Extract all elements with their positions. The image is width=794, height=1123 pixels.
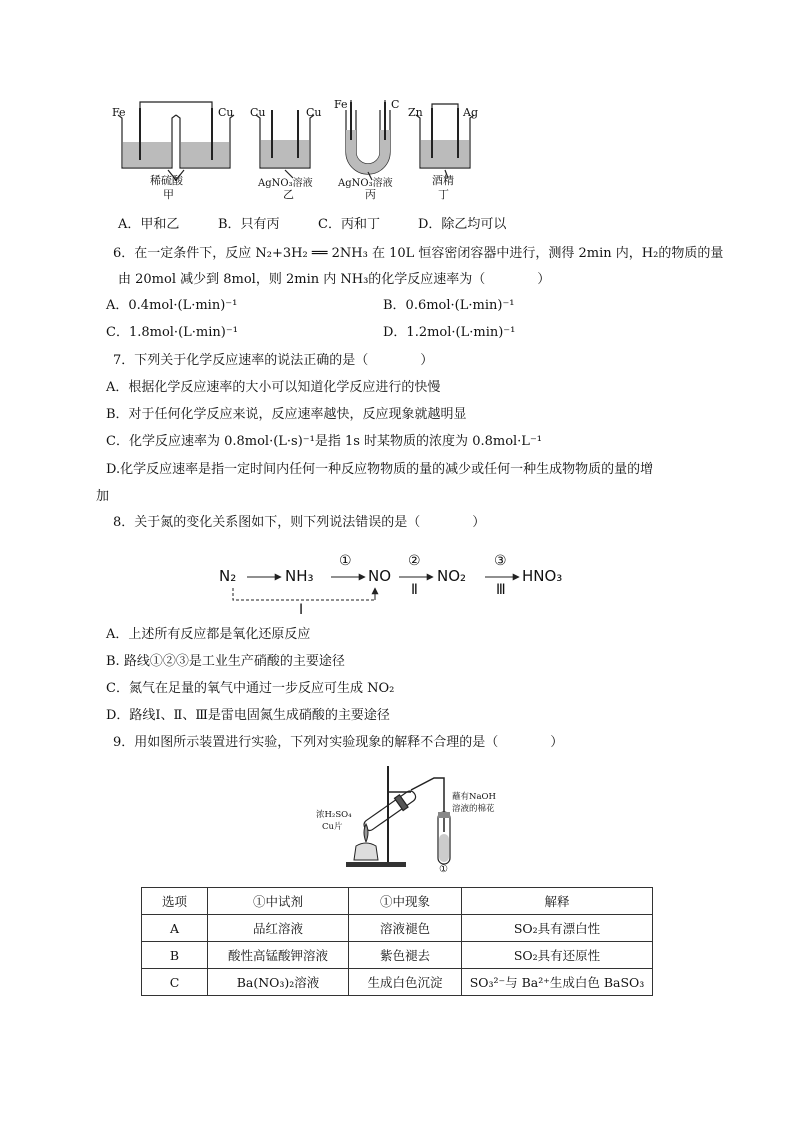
q7-option-b: B．对于任何化学反应来说，反应速率越快，反应现象就越明显: [106, 407, 467, 422]
table-cell: Ba(NO₃)₂溶液: [208, 969, 349, 996]
yi-right-electrode: Cu: [306, 106, 322, 119]
q5-option-c: C．丙和丁: [318, 217, 380, 232]
q7-option-d: D.化学反应速率是指一定时间内任何一种反应物物质的量的减少或任何一种生成物物质的量的增: [106, 462, 654, 477]
ding-left-electrode: Zn: [408, 106, 423, 119]
q7-stem: 7．下列关于化学反应速率的说法正确的是（ ）: [113, 353, 434, 368]
jia-right-electrode: Cu: [218, 106, 234, 119]
header-cell: 解释: [462, 888, 653, 915]
yi-solution: AgNO₃溶液: [258, 178, 313, 189]
table-cell: 紫色褪去: [349, 942, 462, 969]
species-no: NO: [368, 567, 392, 585]
jia-left-electrode: Fe: [112, 106, 126, 119]
q7-option-c: C．化学反应速率为 0.8mol·(L·s)⁻¹是指 1s 时某物质的浓度为 0.8mol·L⁻¹: [106, 434, 543, 449]
q8-option-c: C．氮气在足量的氧气中通过一步反应可生成 NO₂: [106, 681, 395, 696]
route-label-i: Ⅰ: [299, 602, 304, 618]
header-cell: 选项: [142, 888, 208, 915]
q8-option-a: A．上述所有反应都是氧化还原反应: [106, 627, 311, 642]
table-cell: 溶液褪色: [349, 915, 462, 942]
jia-solution: 稀硫酸: [150, 174, 183, 187]
ding-solution: 酒精: [432, 174, 454, 187]
arrow-label-iii: Ⅲ: [496, 582, 506, 598]
arrow-label-2: ②: [408, 553, 421, 569]
q7-option-d-continuation: 加: [96, 489, 110, 504]
ding-name: 丁: [438, 188, 449, 201]
species-n2: N₂: [219, 567, 237, 585]
yi-left-electrode: Cu: [250, 106, 266, 119]
table-cell: C: [142, 969, 208, 996]
bing-right-electrode: C: [391, 98, 400, 111]
label-naoh-cotton-2: 溶液的棉花: [452, 804, 495, 814]
yi-name: 乙: [283, 188, 294, 201]
table-row: [142, 942, 653, 969]
table-cell: 酸性高锰酸钾溶液: [208, 942, 349, 969]
label-naoh-cotton-1: 蘸有NaOH: [452, 792, 496, 802]
q9-table: [141, 887, 653, 996]
species-no2: NO₂: [437, 567, 467, 585]
table-cell: SO₃²⁻与 Ba²⁺生成白色 BaSO₃: [462, 969, 653, 996]
q8-option-b: B. 路线①②③是工业生产硝酸的主要途径: [106, 654, 345, 669]
arrow-label-ii: Ⅱ: [411, 582, 418, 598]
nitrogen-chain-diagram: [215, 552, 595, 624]
label-conc-h2so4: 浓H₂SO₄: [316, 810, 352, 820]
q7-option-a: A．根据化学反应速率的大小可以知道化学反应进行的快慢: [106, 380, 441, 395]
u-tube-bing: [346, 100, 390, 180]
jia-name: 甲: [163, 188, 174, 201]
header-cell: ①中试剂: [208, 888, 349, 915]
arrow-label-1: ①: [339, 553, 352, 569]
table-cell: SO₂具有漂白性: [462, 915, 653, 942]
beaker-jia: [118, 102, 234, 180]
nitrogen-chain-arrows: [215, 552, 595, 624]
table-cell: SO₂具有还原性: [462, 942, 653, 969]
bing-name: 丙: [365, 188, 376, 201]
bing-solution: AgNO₃溶液: [338, 178, 393, 189]
species-nh3: NH₃: [285, 567, 314, 585]
q8-stem: 8．关于氮的变化关系图如下，则下列说法错误的是（ ）: [113, 515, 486, 530]
label-tube-mark: ①: [439, 864, 448, 875]
q9-apparatus: [316, 762, 496, 877]
header-cell: ①中现象: [349, 888, 462, 915]
ding-right-electrode: Ag: [463, 106, 478, 119]
table-header-row: [142, 888, 653, 915]
q6-stem-line2: 由 20mol 减少到 8mol，则 2min 内 NH₃的化学反应速率为（ ）: [118, 272, 551, 287]
q6-stem-line1: 6．在一定条件下，反应 N₂+3H₂ ══ 2NH₃ 在 10L 恒容密闭容器中进行，测得 2min 内，H₂的物质的量: [113, 246, 724, 261]
label-cu-sheet: Cu片: [322, 822, 343, 832]
table-cell: 生成白色沉淀: [349, 969, 462, 996]
beaker-yi: [256, 110, 314, 178]
table-row: [142, 969, 653, 996]
q9-stem: 9．用如图所示装置进行实验，下列对实验现象的解释不合理的是（ ）: [113, 735, 564, 750]
table-cell: 品红溶液: [208, 915, 349, 942]
q5-option-b: B．只有丙: [218, 217, 280, 232]
q6-option-a: A．0.4mol·(L·min)⁻¹: [106, 298, 238, 313]
q8-option-d: D．路线Ⅰ、Ⅱ、Ⅲ是雷电固氮生成硝酸的主要途径: [106, 708, 390, 723]
q5-option-a: A．甲和乙: [118, 217, 180, 232]
q6-option-d: D．1.2mol·(L·min)⁻¹: [383, 325, 516, 340]
table-cell: B: [142, 942, 208, 969]
bing-left-electrode: Fe: [334, 98, 348, 111]
arrow-label-3: ③: [494, 553, 507, 569]
table-row: [142, 915, 653, 942]
q6-option-c: C．1.8mol·(L·min)⁻¹: [106, 325, 238, 340]
table-cell: A: [142, 915, 208, 942]
q5-option-d: D．除乙均可以: [418, 217, 507, 232]
species-hno3: HNO₃: [522, 567, 563, 585]
q6-option-b: B．0.6mol·(L·min)⁻¹: [383, 298, 515, 313]
